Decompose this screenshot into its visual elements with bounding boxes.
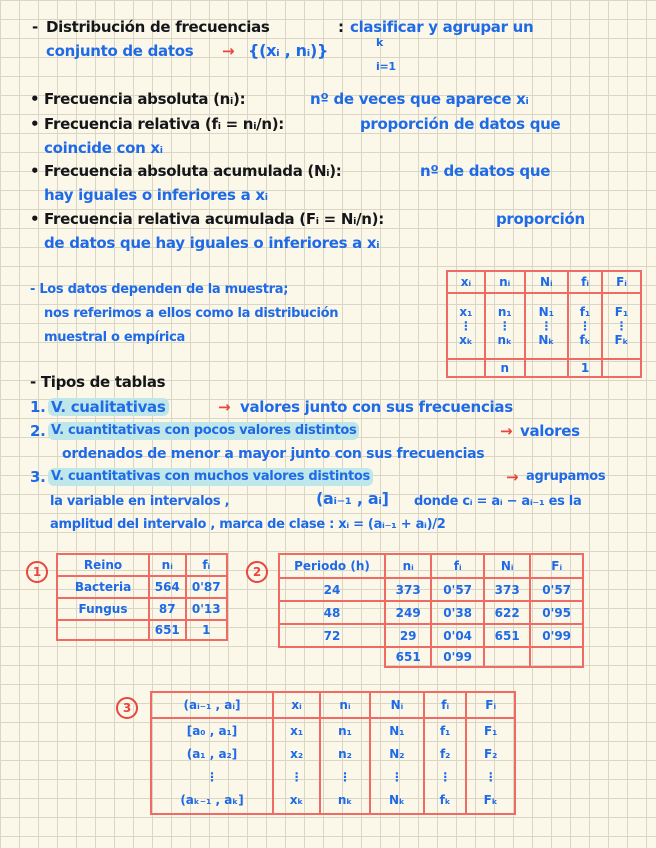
intro-formula-sub: i=1 bbox=[376, 60, 396, 73]
bullet: • bbox=[30, 162, 40, 180]
sample-note-2: nos referimos a ellos como la distribución bbox=[44, 306, 339, 321]
bullet: • bbox=[30, 210, 40, 228]
intro-dash: - bbox=[32, 18, 38, 36]
table-cell: 373 bbox=[385, 578, 431, 601]
type-number: 2. bbox=[30, 422, 46, 440]
type-number: 1. bbox=[30, 398, 46, 416]
table-cell: 651 bbox=[484, 624, 530, 647]
type-text-cont: donde cᵢ = aᵢ − aᵢ₋₁ es la bbox=[414, 494, 582, 509]
intro-formula: {(xᵢ , nᵢ)} bbox=[248, 41, 329, 60]
table-cell: Fungus bbox=[57, 598, 149, 620]
header-cell: Fᵢ bbox=[466, 692, 515, 718]
header-cell: xᵢ bbox=[273, 692, 320, 718]
header-cell: fᵢ bbox=[568, 271, 602, 293]
def-term: Frecuencia relativa acumulada (Fᵢ = Nᵢ/n): bbox=[44, 210, 384, 228]
arrow-icon: → bbox=[222, 42, 235, 60]
intro-title: Distribución de frecuencias bbox=[46, 18, 270, 36]
header-cell: Fᵢ bbox=[530, 554, 583, 578]
intro-desc-2: conjunto de datos bbox=[46, 42, 194, 60]
column-cell: F₁ F₂ ⋮ Fₖ bbox=[466, 718, 515, 814]
header-cell: nᵢ bbox=[149, 554, 186, 576]
example-1-number: 1 bbox=[26, 561, 48, 583]
bullet: • bbox=[30, 90, 40, 108]
type-highlight: V. cualitativas bbox=[48, 398, 169, 416]
total-cell bbox=[525, 359, 568, 377]
header-cell: Fᵢ bbox=[602, 271, 641, 293]
def-text: proporción de datos que bbox=[360, 115, 561, 133]
type-text-cont: amplitud del intervalo , marca de clase : xᵢ = (aᵢ₋₁ + aᵢ)/2 bbox=[50, 517, 446, 532]
def-term: Frecuencia absoluta (nᵢ): bbox=[44, 90, 246, 108]
header-cell: Nᵢ bbox=[484, 554, 530, 578]
column-cell: N₁ ⋮ Nₖ bbox=[525, 293, 568, 359]
type-text: valores bbox=[520, 422, 580, 440]
total-cell: 1 bbox=[186, 620, 227, 640]
table-cell: 29 bbox=[385, 624, 431, 647]
sample-note-3: muestral o empírica bbox=[44, 330, 185, 345]
empty-cell bbox=[279, 647, 385, 667]
total-cell bbox=[602, 359, 641, 377]
header-cell: fᵢ bbox=[186, 554, 227, 576]
type-text: agrupamos bbox=[526, 469, 606, 484]
example-1-table bbox=[56, 553, 228, 641]
table-cell: 0'13 bbox=[186, 598, 227, 620]
header-cell: fᵢ bbox=[424, 692, 466, 718]
table-cell: 0'95 bbox=[530, 601, 583, 624]
arrow-icon: → bbox=[500, 422, 513, 440]
type-highlight: V. cuantitativas con muchos valores distintos bbox=[48, 468, 373, 486]
def-text-cont: hay iguales o inferiores a xᵢ bbox=[44, 186, 268, 204]
type-highlight: V. cuantitativas con pocos valores distintos bbox=[48, 422, 359, 440]
sample-note-1: - Los datos dependen de la muestra; bbox=[30, 282, 289, 297]
column-cell: N₁ N₂ ⋮ Nₖ bbox=[370, 718, 424, 814]
table-cell: 373 bbox=[484, 578, 530, 601]
bullet: • bbox=[30, 115, 40, 133]
column-cell: n₁ ⋮ nₖ bbox=[485, 293, 525, 359]
example-3-number: 3 bbox=[116, 697, 138, 719]
def-text: nº de datos que bbox=[420, 162, 551, 180]
total-cell: 651 bbox=[149, 620, 186, 640]
table-cell: 0'57 bbox=[530, 578, 583, 601]
header-cell: xᵢ bbox=[447, 271, 485, 293]
header-cell: (aᵢ₋₁ , aᵢ] bbox=[151, 692, 273, 718]
total-cell: 651 bbox=[385, 647, 431, 667]
table-cell: 24 bbox=[279, 578, 385, 601]
table-cell: 0'87 bbox=[186, 576, 227, 598]
column-cell: n₁ n₂ ⋮ nₖ bbox=[320, 718, 370, 814]
table-cell: 0'38 bbox=[431, 601, 484, 624]
def-text-cont: coincide con xᵢ bbox=[44, 139, 163, 157]
column-cell: f₁ ⋮ fₖ bbox=[568, 293, 602, 359]
type-text-cont: la variable en intervalos , bbox=[50, 494, 230, 509]
types-heading: - Tipos de tablas bbox=[30, 373, 166, 391]
def-text: proporción bbox=[496, 210, 585, 228]
header-cell: nᵢ bbox=[385, 554, 431, 578]
type-number: 3. bbox=[30, 468, 46, 486]
def-term: Frecuencia absoluta acumulada (Nᵢ): bbox=[44, 162, 342, 180]
arrow-icon: → bbox=[218, 398, 231, 416]
header-cell: nᵢ bbox=[320, 692, 370, 718]
table-cell: 72 bbox=[279, 624, 385, 647]
interval-notation: (aᵢ₋₁ , aᵢ] bbox=[316, 489, 389, 508]
header-cell: nᵢ bbox=[485, 271, 525, 293]
table-cell: 249 bbox=[385, 601, 431, 624]
table-cell: 87 bbox=[149, 598, 186, 620]
table-cell: 0'99 bbox=[530, 624, 583, 647]
header-cell: Reino bbox=[57, 554, 149, 576]
intro-colon: : bbox=[338, 18, 344, 36]
def-text: nº de veces que aparece xᵢ bbox=[310, 90, 529, 108]
header-cell: Nᵢ bbox=[370, 692, 424, 718]
table-cell: 564 bbox=[149, 576, 186, 598]
column-cell: f₁ f₂ ⋮ fₖ bbox=[424, 718, 466, 814]
total-cell bbox=[57, 620, 149, 640]
table-cell: 622 bbox=[484, 601, 530, 624]
frequency-table bbox=[446, 270, 642, 378]
def-term: Frecuencia relativa (fᵢ = nᵢ/n): bbox=[44, 115, 284, 133]
column-cell: x₁ ⋮ xₖ bbox=[447, 293, 485, 359]
header-cell: Periodo (h) bbox=[279, 554, 385, 578]
type-text-cont: ordenados de menor a mayor junto con sus frecuencias bbox=[62, 446, 485, 462]
type-text: valores junto con sus frecuencias bbox=[240, 398, 513, 416]
total-cell bbox=[447, 359, 485, 377]
header-cell: fᵢ bbox=[431, 554, 484, 578]
column-cell: x₁ x₂ ⋮ xₖ bbox=[273, 718, 320, 814]
example-2-number: 2 bbox=[246, 561, 268, 583]
def-text-cont: de datos que hay iguales o inferiores a xᵢ bbox=[44, 234, 380, 252]
total-cell: n bbox=[485, 359, 525, 377]
example-3-table bbox=[150, 691, 516, 815]
table-cell: 0'04 bbox=[431, 624, 484, 647]
arrow-icon: → bbox=[506, 468, 519, 486]
table-cell: Bacteria bbox=[57, 576, 149, 598]
column-cell: [a₀ , a₁] (a₁ , a₂] ⋮ (aₖ₋₁ , aₖ] bbox=[151, 718, 273, 814]
table-cell: 0'57 bbox=[431, 578, 484, 601]
header-cell: Nᵢ bbox=[525, 271, 568, 293]
column-cell: F₁ ⋮ Fₖ bbox=[602, 293, 641, 359]
example-2-table bbox=[278, 553, 584, 668]
intro-desc-1: clasificar y agrupar un bbox=[350, 18, 534, 36]
empty-cell bbox=[484, 647, 530, 667]
total-cell: 0'99 bbox=[431, 647, 484, 667]
empty-cell bbox=[530, 647, 583, 667]
intro-formula-sup: k bbox=[376, 36, 384, 49]
table-cell: 48 bbox=[279, 601, 385, 624]
total-cell: 1 bbox=[568, 359, 602, 377]
